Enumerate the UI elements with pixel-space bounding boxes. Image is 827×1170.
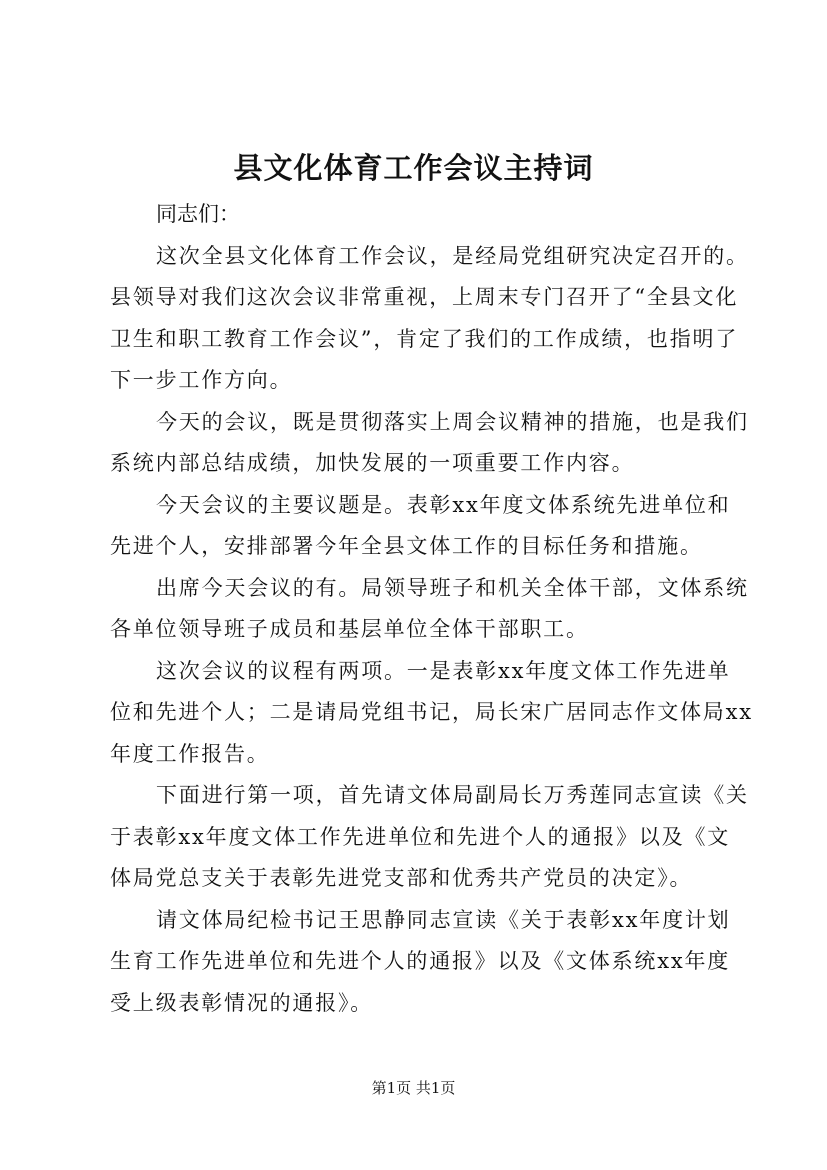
paragraph-line: 年度工作报告。 — [110, 741, 270, 766]
salutation-line: 同志们： — [156, 202, 240, 226]
paragraph-line: 县领导对我们这次会议非常重视，上周末专门召开了“全县文化 — [110, 285, 739, 309]
paragraph-line: 下面进行第一项，首先请文体局副局长万秀莲同志宣读《关 — [156, 783, 749, 807]
paragraph-line: 今天的会议，既是贯彻落实上周会议精神的措施，也是我们 — [156, 409, 749, 434]
paragraph-line: 先进个人，安排部署今年全县文体工作的目标任务和措施。 — [110, 534, 703, 558]
paragraph-line: 请文体局纪检书记王思静同志宣读《关于表彰xx年度计划 — [156, 907, 731, 932]
paragraph-line: 出席今天会议的有。局领导班子和机关全体干部，文体系统 — [156, 575, 749, 600]
paragraph-line: 位和先进个人；二是请局党组书记，局长宋广居同志作文体局xx — [110, 700, 753, 724]
paragraph-line: 这次全县文化体育工作会议，是经局党组研究决定召开的。 — [156, 243, 749, 268]
paragraph-line: 体局党总支关于表彰先进党支部和优秀共产党员的决定》。 — [110, 866, 693, 890]
paragraph-line: 受上级表彰情况的通报》。 — [110, 990, 374, 1015]
paragraph-line: 今天会议的主要议题是。表彰xx年度文体系统先进单位和 — [156, 492, 731, 517]
paragraph-line: 这次会议的议程有两项。一是表彰xx年度文体工作先进单 — [156, 658, 731, 683]
paragraph-line: 各单位领导班子成员和基层单位全体干部职工。 — [110, 617, 589, 641]
paragraph-line: 卫生和职工教育工作会议”，肯定了我们的工作成绩，也指明了 — [110, 326, 739, 351]
page-footer: 第1页 共1页 — [371, 1079, 456, 1097]
paragraph-line: 系统内部总结成绩，加快发展的一项重要工作内容。 — [110, 451, 635, 475]
document-title: 县文化体育工作会议主持词 — [233, 151, 594, 185]
paragraph-line: 下一步工作方向。 — [110, 368, 293, 392]
document-body — [110, 194, 753, 1024]
paragraph-line: 生育工作先进单位和先进个人的通报》以及《文体系统xx年度 — [110, 949, 731, 973]
paragraph-line: 于表彰xx年度文体工作先进单位和先进个人的通报》以及《文 — [110, 824, 731, 849]
